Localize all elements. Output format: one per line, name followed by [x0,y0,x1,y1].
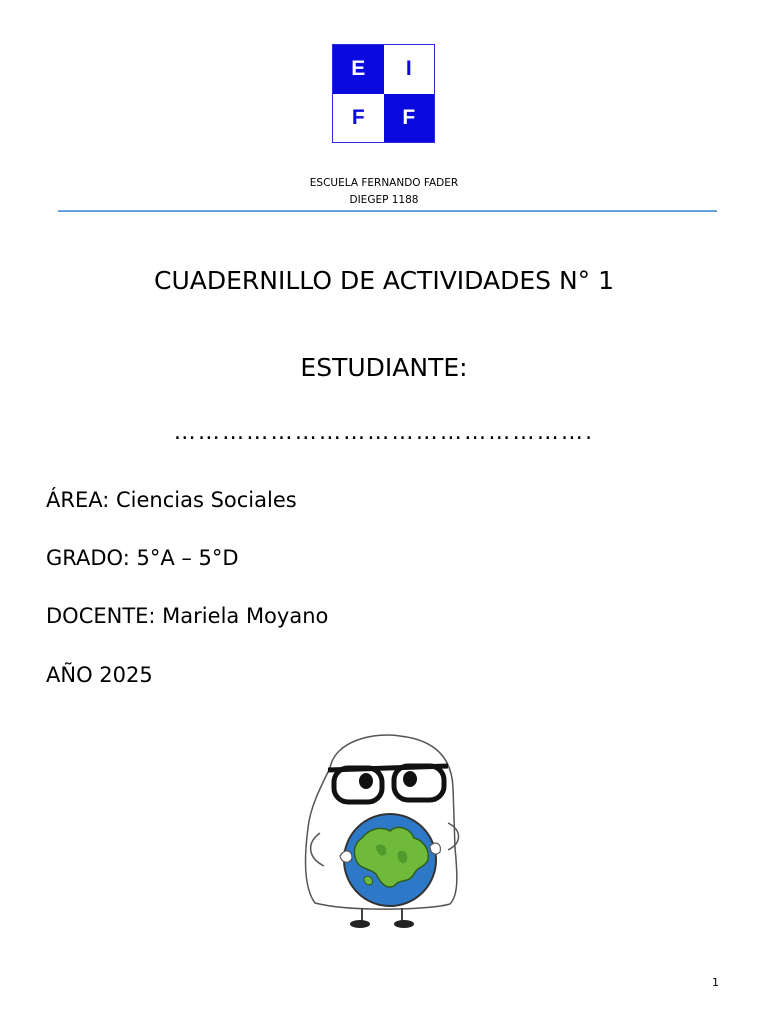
teacher-name: DOCENTE: Mariela Moyano [46,604,329,628]
logo-cell-f-right: F [384,94,435,143]
school-logo [332,44,435,143]
grade-level: GRADO: 5°A – 5°D [46,546,239,570]
school-year: AÑO 2025 [46,663,153,687]
school-name: ESCUELA FERNANDO FADER [309,177,459,189]
page-number: 1 [712,976,719,989]
student-label: ESTUDIANTE: [300,353,468,382]
document-title: CUADERNILLO DE ACTIVIDADES N° 1 [154,266,614,295]
flork-globe-illustration [290,728,480,933]
logo-cell-f-left: F [333,94,384,143]
logo-cell-e: E [333,45,384,94]
logo-cell-i: I [384,45,435,94]
school-code: DIEGEP 1188 [349,194,419,206]
student-name-blank: ……………………………………………. [173,420,595,445]
subject-area: ÁREA: Ciencias Sociales [46,488,297,512]
header-divider [58,210,717,212]
